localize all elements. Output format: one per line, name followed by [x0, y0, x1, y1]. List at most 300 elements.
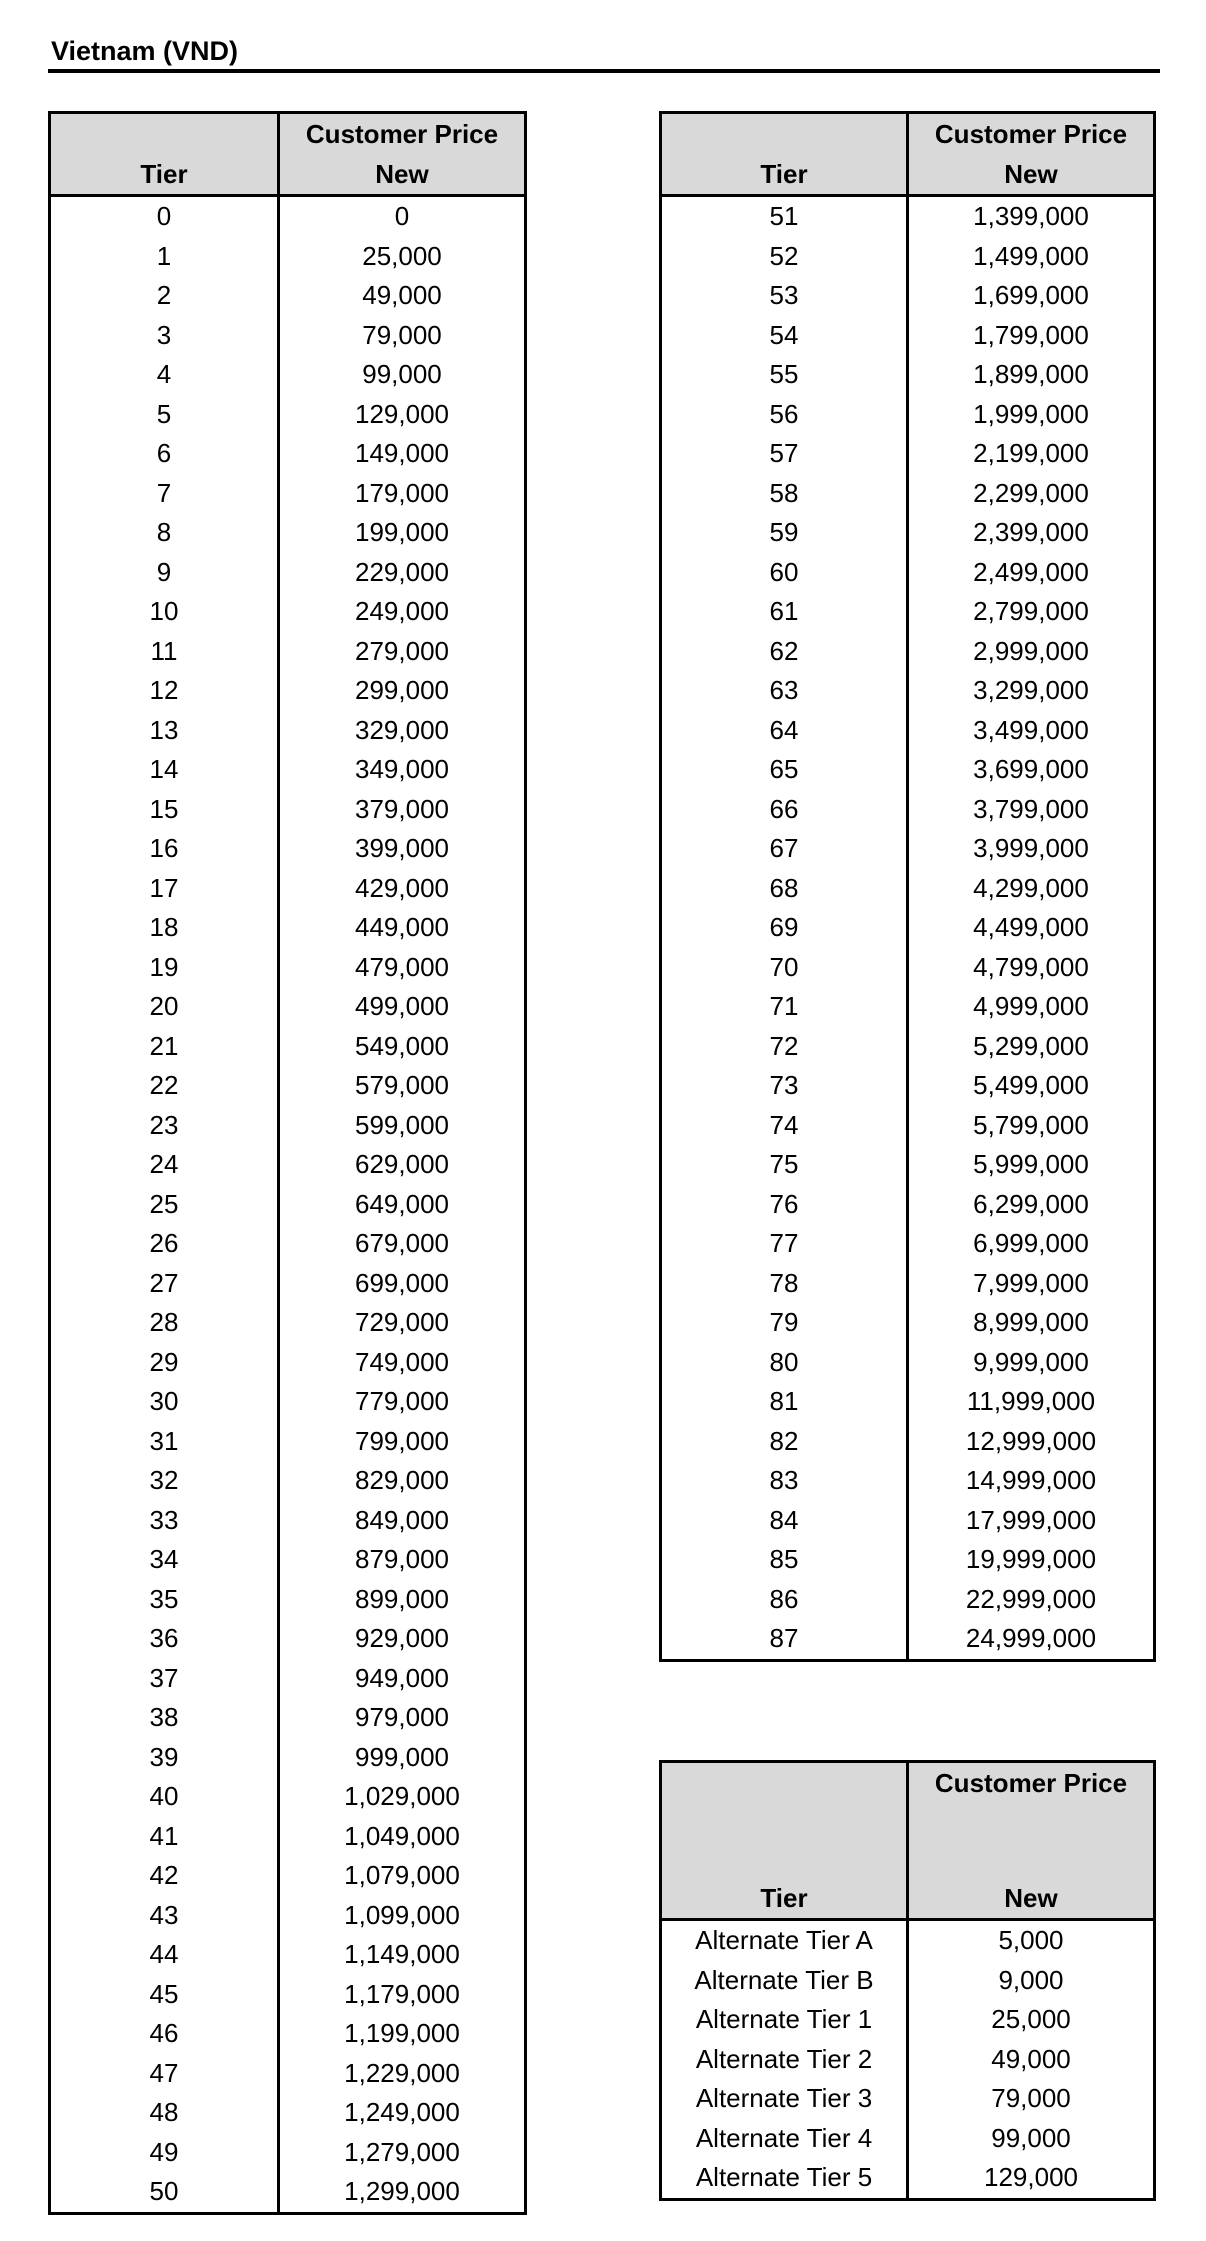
- tier-cell: Alternate Tier 3: [661, 2079, 908, 2119]
- price-header-line2: New: [1004, 159, 1058, 189]
- title-underline: [48, 69, 1160, 73]
- table-row: [661, 2040, 1155, 2080]
- price-cell: 5,299,000: [908, 1027, 1155, 1067]
- price-cell: 379,000: [279, 790, 526, 830]
- price-cell: 629,000: [279, 1145, 526, 1185]
- table-row: [50, 553, 526, 593]
- tier-cell: 77: [661, 1224, 908, 1264]
- table-row: [50, 829, 526, 869]
- price-cell: 949,000: [279, 1659, 526, 1699]
- tier-cell: 51: [661, 196, 908, 237]
- price-cell: 1,199,000: [279, 2014, 526, 2054]
- table-row: [50, 632, 526, 672]
- table-row: [50, 1264, 526, 1304]
- price-table-tiers-51-87: [659, 111, 1156, 1662]
- price-cell: 14,999,000: [908, 1461, 1155, 1501]
- tier-cell: 22: [50, 1066, 279, 1106]
- table-row: [50, 2133, 526, 2173]
- tier-cell: 44: [50, 1935, 279, 1975]
- price-cell: 179,000: [279, 474, 526, 514]
- tier-cell: 4: [50, 355, 279, 395]
- tier-cell: Alternate Tier 1: [661, 2000, 908, 2040]
- price-cell: 1,299,000: [279, 2172, 526, 2213]
- price-cell: 1,499,000: [908, 237, 1155, 277]
- price-cell: 12,999,000: [908, 1422, 1155, 1462]
- tier-cell: 80: [661, 1343, 908, 1383]
- price-cell: 399,000: [279, 829, 526, 869]
- price-cell: 1,049,000: [279, 1817, 526, 1857]
- tier-cell: 16: [50, 829, 279, 869]
- price-table-tiers-0-50: [48, 111, 527, 2215]
- table-row: [50, 1501, 526, 1541]
- table-row: [50, 1106, 526, 1146]
- price-cell: 5,799,000: [908, 1106, 1155, 1146]
- price-cell: 79,000: [908, 2079, 1155, 2119]
- table-row: [50, 1422, 526, 1462]
- tier-cell: 45: [50, 1975, 279, 2015]
- tier-cell: 29: [50, 1343, 279, 1383]
- table-row: [661, 1422, 1155, 1462]
- table-row: [661, 2158, 1155, 2199]
- tier-cell: 86: [661, 1580, 908, 1620]
- price-cell: 1,099,000: [279, 1896, 526, 1936]
- price-cell: 199,000: [279, 513, 526, 553]
- table-header-row: [661, 1762, 1155, 1920]
- table-row: [50, 1738, 526, 1778]
- table-row: [50, 1343, 526, 1383]
- tier-cell: 87: [661, 1619, 908, 1660]
- table-row: [50, 1698, 526, 1738]
- table-row: [50, 474, 526, 514]
- price-cell: 4,799,000: [908, 948, 1155, 988]
- table-row: [661, 1185, 1155, 1225]
- price-cell: 2,299,000: [908, 474, 1155, 514]
- tier-cell: 18: [50, 908, 279, 948]
- price-cell: 1,699,000: [908, 276, 1155, 316]
- tier-cell: 81: [661, 1382, 908, 1422]
- tier-cell: 72: [661, 1027, 908, 1067]
- table-row: [661, 1343, 1155, 1383]
- tier-cell: 54: [661, 316, 908, 356]
- tier-cell: 25: [50, 1185, 279, 1225]
- table-row: [50, 1817, 526, 1857]
- table-row: [661, 1540, 1155, 1580]
- tier-cell: 62: [661, 632, 908, 672]
- tier-cell: 10: [50, 592, 279, 632]
- tier-cell: Alternate Tier A: [661, 1920, 908, 1961]
- tier-cell: 24: [50, 1145, 279, 1185]
- price-cell: 479,000: [279, 948, 526, 988]
- tier-cell: 27: [50, 1264, 279, 1304]
- price-cell: 899,000: [279, 1580, 526, 1620]
- tier-cell: 60: [661, 553, 908, 593]
- tier-cell: 56: [661, 395, 908, 435]
- table-row: [50, 1145, 526, 1185]
- table-row: [50, 1935, 526, 1975]
- tier-cell: 70: [661, 948, 908, 988]
- tier-cell: 68: [661, 869, 908, 909]
- price-cell: 6,299,000: [908, 1185, 1155, 1225]
- price-header-line2: New: [1004, 1883, 1058, 1913]
- tier-cell: 57: [661, 434, 908, 474]
- price-cell: 279,000: [279, 632, 526, 672]
- tier-column-header: Tier: [661, 113, 908, 196]
- price-cell: 79,000: [279, 316, 526, 356]
- tier-cell: 50: [50, 2172, 279, 2213]
- price-cell: 5,999,000: [908, 1145, 1155, 1185]
- price-cell: 1,899,000: [908, 355, 1155, 395]
- tier-cell: 12: [50, 671, 279, 711]
- tier-cell: 9: [50, 553, 279, 593]
- tier-cell: Alternate Tier 4: [661, 2119, 908, 2159]
- page-title: Vietnam (VND): [51, 36, 239, 66]
- price-cell: 1,999,000: [908, 395, 1155, 435]
- price-cell: 1,079,000: [279, 1856, 526, 1896]
- table-row: [661, 711, 1155, 751]
- price-header-line2: New: [375, 159, 429, 189]
- tier-cell: 63: [661, 671, 908, 711]
- tier-cell: 36: [50, 1619, 279, 1659]
- price-cell: 549,000: [279, 1027, 526, 1067]
- table-row: [50, 2014, 526, 2054]
- table-row: [50, 513, 526, 553]
- table-row: [661, 1224, 1155, 1264]
- table-row: [50, 908, 526, 948]
- tier-cell: 46: [50, 2014, 279, 2054]
- price-cell: 1,179,000: [279, 1975, 526, 2015]
- price-cell: 49,000: [908, 2040, 1155, 2080]
- tier-cell: 74: [661, 1106, 908, 1146]
- tier-cell: 47: [50, 2054, 279, 2094]
- tier-cell: 30: [50, 1382, 279, 1422]
- table-row: [50, 1303, 526, 1343]
- price-header-line1: Customer Price: [934, 1768, 1128, 1798]
- tier-cell: 34: [50, 1540, 279, 1580]
- table-row: [661, 869, 1155, 909]
- tier-cell: 17: [50, 869, 279, 909]
- table-row: [661, 987, 1155, 1027]
- table-row: [50, 355, 526, 395]
- tier-cell: 35: [50, 1580, 279, 1620]
- price-cell: 429,000: [279, 869, 526, 909]
- price-cell: 7,999,000: [908, 1264, 1155, 1304]
- table-row: [50, 1580, 526, 1620]
- price-cell: 6,999,000: [908, 1224, 1155, 1264]
- tier-cell: 2: [50, 276, 279, 316]
- tier-cell: 6: [50, 434, 279, 474]
- table-row: [661, 196, 1155, 237]
- price-cell: 329,000: [279, 711, 526, 751]
- table-header-row: [661, 113, 1155, 196]
- tier-cell: 31: [50, 1422, 279, 1462]
- table-row: [50, 1224, 526, 1264]
- table-row: [661, 908, 1155, 948]
- price-cell: 3,999,000: [908, 829, 1155, 869]
- table-row: [661, 829, 1155, 869]
- table-row: [661, 671, 1155, 711]
- price-cell: 2,399,000: [908, 513, 1155, 553]
- price-cell: 19,999,000: [908, 1540, 1155, 1580]
- table-row: [50, 434, 526, 474]
- table-row: [661, 1619, 1155, 1660]
- price-cell: 17,999,000: [908, 1501, 1155, 1541]
- table-row: [661, 1264, 1155, 1304]
- price-cell: 729,000: [279, 1303, 526, 1343]
- tier-cell: 41: [50, 1817, 279, 1857]
- price-cell: 129,000: [279, 395, 526, 435]
- tier-cell: 3: [50, 316, 279, 356]
- tier-cell: 20: [50, 987, 279, 1027]
- table-row: [661, 2119, 1155, 2159]
- table-row: [50, 1659, 526, 1699]
- tier-cell: 8: [50, 513, 279, 553]
- price-cell: 22,999,000: [908, 1580, 1155, 1620]
- price-cell: 9,999,000: [908, 1343, 1155, 1383]
- tier-cell: 67: [661, 829, 908, 869]
- table-row: [50, 1619, 526, 1659]
- tier-cell: 1: [50, 237, 279, 277]
- table-row: [661, 948, 1155, 988]
- table-row: [50, 1066, 526, 1106]
- table-row: [661, 474, 1155, 514]
- tier-cell: 11: [50, 632, 279, 672]
- price-cell: 679,000: [279, 1224, 526, 1264]
- table-header-row: [50, 113, 526, 196]
- price-cell: 3,499,000: [908, 711, 1155, 751]
- table-row: [50, 1856, 526, 1896]
- table-row: [661, 1106, 1155, 1146]
- price-cell: 849,000: [279, 1501, 526, 1541]
- table-row: [50, 2054, 526, 2094]
- tier-cell: 64: [661, 711, 908, 751]
- table-row: [661, 1501, 1155, 1541]
- tier-cell: 26: [50, 1224, 279, 1264]
- price-cell: 449,000: [279, 908, 526, 948]
- tier-cell: 49: [50, 2133, 279, 2173]
- table-row: [50, 987, 526, 1027]
- price-cell: 3,799,000: [908, 790, 1155, 830]
- price-cell: 349,000: [279, 750, 526, 790]
- price-cell: 3,299,000: [908, 671, 1155, 711]
- price-cell: 149,000: [279, 434, 526, 474]
- price-header-line1: Customer Price: [934, 119, 1128, 149]
- table-row: [661, 632, 1155, 672]
- table-row: [50, 1461, 526, 1501]
- table-row: [661, 513, 1155, 553]
- tier-cell: 75: [661, 1145, 908, 1185]
- table-row: [50, 316, 526, 356]
- price-header-line1: Customer Price: [305, 119, 499, 149]
- tier-cell: 69: [661, 908, 908, 948]
- tier-column-header: Tier: [50, 113, 279, 196]
- tier-cell: 14: [50, 750, 279, 790]
- price-cell: 649,000: [279, 1185, 526, 1225]
- price-cell: 1,279,000: [279, 2133, 526, 2173]
- price-cell: 25,000: [908, 2000, 1155, 2040]
- price-cell: 129,000: [908, 2158, 1155, 2199]
- tier-cell: 53: [661, 276, 908, 316]
- price-cell: 879,000: [279, 1540, 526, 1580]
- table-row: [50, 671, 526, 711]
- tier-cell: 84: [661, 1501, 908, 1541]
- price-cell: 8,999,000: [908, 1303, 1155, 1343]
- table-row: [50, 196, 526, 237]
- tier-cell: 61: [661, 592, 908, 632]
- tier-cell: 43: [50, 1896, 279, 1936]
- table-row: [661, 1382, 1155, 1422]
- price-cell: 499,000: [279, 987, 526, 1027]
- tier-cell: 59: [661, 513, 908, 553]
- tier-cell: 83: [661, 1461, 908, 1501]
- tier-cell: 7: [50, 474, 279, 514]
- table-row: [661, 434, 1155, 474]
- tier-cell: 78: [661, 1264, 908, 1304]
- table-row: [661, 1066, 1155, 1106]
- tier-cell: 39: [50, 1738, 279, 1778]
- tier-cell: 71: [661, 987, 908, 1027]
- tier-cell: 58: [661, 474, 908, 514]
- tier-cell: 40: [50, 1777, 279, 1817]
- table-row: [50, 1185, 526, 1225]
- price-cell: 2,199,000: [908, 434, 1155, 474]
- price-cell: 999,000: [279, 1738, 526, 1778]
- tier-column-header: Tier: [661, 1762, 908, 1920]
- price-cell: 5,499,000: [908, 1066, 1155, 1106]
- tier-cell: 82: [661, 1422, 908, 1462]
- tier-cell: 76: [661, 1185, 908, 1225]
- tier-cell: 0: [50, 196, 279, 237]
- price-column-header: [908, 1762, 1155, 1920]
- price-cell: 5,000: [908, 1920, 1155, 1961]
- table-row: [50, 592, 526, 632]
- tier-cell: 85: [661, 1540, 908, 1580]
- tier-cell: 55: [661, 355, 908, 395]
- table-row: [50, 1975, 526, 2015]
- price-cell: 24,999,000: [908, 1619, 1155, 1660]
- tier-cell: 21: [50, 1027, 279, 1067]
- price-cell: 979,000: [279, 1698, 526, 1738]
- price-cell: 1,399,000: [908, 196, 1155, 237]
- tier-cell: 48: [50, 2093, 279, 2133]
- price-cell: 829,000: [279, 1461, 526, 1501]
- tier-cell: 33: [50, 1501, 279, 1541]
- table-row: [50, 790, 526, 830]
- table-row: [50, 395, 526, 435]
- table-row: [50, 750, 526, 790]
- price-cell: 11,999,000: [908, 1382, 1155, 1422]
- table-row: [661, 790, 1155, 830]
- tier-cell: 52: [661, 237, 908, 277]
- price-cell: 3,699,000: [908, 750, 1155, 790]
- price-cell: 4,999,000: [908, 987, 1155, 1027]
- price-cell: 9,000: [908, 1961, 1155, 2001]
- price-cell: 99,000: [908, 2119, 1155, 2159]
- price-cell: 1,799,000: [908, 316, 1155, 356]
- table-row: [50, 1896, 526, 1936]
- table-row: [661, 276, 1155, 316]
- table-row: [661, 592, 1155, 632]
- tier-cell: 13: [50, 711, 279, 751]
- tier-cell: Alternate Tier 2: [661, 2040, 908, 2080]
- table-row: [50, 948, 526, 988]
- tier-cell: Alternate Tier 5: [661, 2158, 908, 2199]
- table-row: [661, 553, 1155, 593]
- price-cell: 599,000: [279, 1106, 526, 1146]
- tier-cell: 38: [50, 1698, 279, 1738]
- tier-cell: 42: [50, 1856, 279, 1896]
- price-column-header: [279, 113, 526, 196]
- price-cell: 799,000: [279, 1422, 526, 1462]
- price-cell: 779,000: [279, 1382, 526, 1422]
- table-row: [661, 395, 1155, 435]
- price-cell: 699,000: [279, 1264, 526, 1304]
- price-table-alternate-tiers: [659, 1760, 1156, 2201]
- table-row: [661, 750, 1155, 790]
- price-cell: 2,999,000: [908, 632, 1155, 672]
- price-cell: 1,249,000: [279, 2093, 526, 2133]
- table-row: [50, 237, 526, 277]
- price-cell: 0: [279, 196, 526, 237]
- table-row: [661, 1920, 1155, 1961]
- price-cell: 99,000: [279, 355, 526, 395]
- price-cell: 249,000: [279, 592, 526, 632]
- price-cell: 929,000: [279, 1619, 526, 1659]
- price-cell: 1,229,000: [279, 2054, 526, 2094]
- table-row: [661, 1580, 1155, 1620]
- table-row: [50, 869, 526, 909]
- price-cell: 4,299,000: [908, 869, 1155, 909]
- price-column-header: [908, 113, 1155, 196]
- price-cell: 2,799,000: [908, 592, 1155, 632]
- price-cell: 299,000: [279, 671, 526, 711]
- table-row: [50, 1382, 526, 1422]
- tier-cell: 79: [661, 1303, 908, 1343]
- table-row: [661, 1961, 1155, 2001]
- price-cell: 1,149,000: [279, 1935, 526, 1975]
- price-cell: 2,499,000: [908, 553, 1155, 593]
- tier-cell: 65: [661, 750, 908, 790]
- tier-cell: 19: [50, 948, 279, 988]
- table-row: [50, 276, 526, 316]
- table-row: [661, 237, 1155, 277]
- price-cell: 1,029,000: [279, 1777, 526, 1817]
- table-row: [50, 2093, 526, 2133]
- price-cell: 49,000: [279, 276, 526, 316]
- tier-cell: 28: [50, 1303, 279, 1343]
- table-row: [50, 1027, 526, 1067]
- price-cell: 579,000: [279, 1066, 526, 1106]
- tier-cell: 73: [661, 1066, 908, 1106]
- tier-cell: 37: [50, 1659, 279, 1699]
- table-row: [661, 1027, 1155, 1067]
- table-row: [661, 2000, 1155, 2040]
- price-cell: 4,499,000: [908, 908, 1155, 948]
- price-cell: 749,000: [279, 1343, 526, 1383]
- table-row: [661, 1145, 1155, 1185]
- table-row: [50, 1777, 526, 1817]
- price-cell: 25,000: [279, 237, 526, 277]
- tier-cell: 5: [50, 395, 279, 435]
- tier-cell: 15: [50, 790, 279, 830]
- tier-cell: 66: [661, 790, 908, 830]
- price-cell: 229,000: [279, 553, 526, 593]
- table-row: [50, 1540, 526, 1580]
- tier-cell: 32: [50, 1461, 279, 1501]
- table-row: [661, 355, 1155, 395]
- table-row: [661, 1303, 1155, 1343]
- tier-cell: 23: [50, 1106, 279, 1146]
- table-row: [661, 2079, 1155, 2119]
